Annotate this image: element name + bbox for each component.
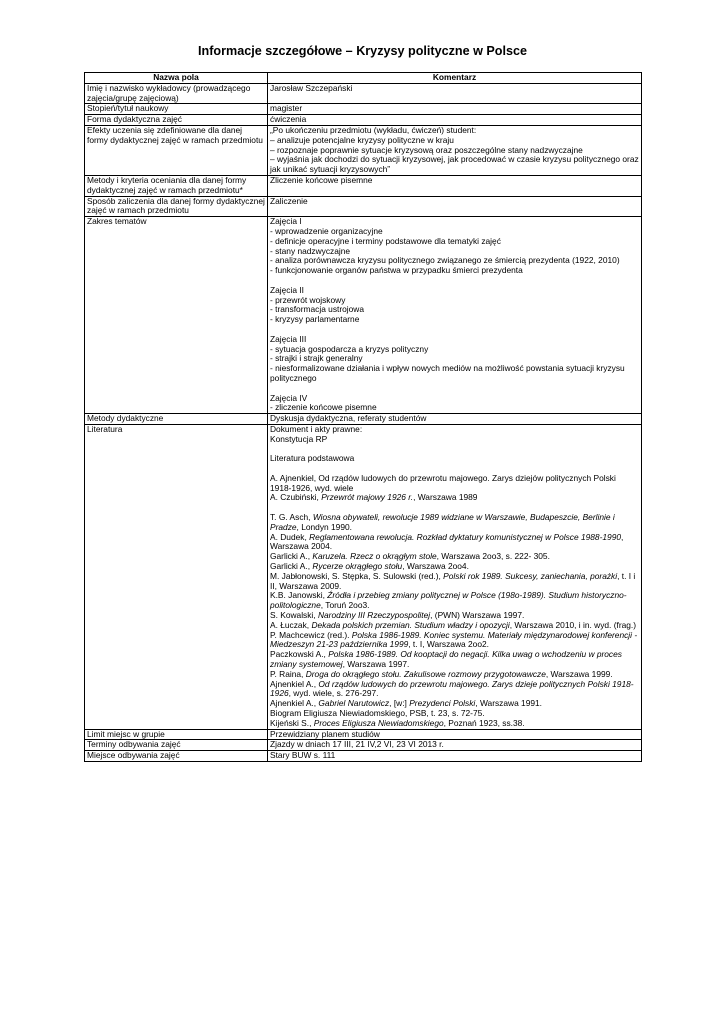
literature-title: Prezydenci Polski	[409, 698, 476, 709]
literature-text: P. Raina,	[270, 668, 306, 679]
topic-block-title: Zajęcia I	[270, 216, 302, 227]
literature-title: Wiosna obywateli, rewolucje 1989 widziane w Warszawie, Budapeszcie, Berlinie i Pradze	[270, 512, 615, 532]
literature-text: A. Czubiński,	[270, 492, 322, 503]
basic-literature-list	[270, 474, 639, 503]
row-topics	[85, 217, 642, 414]
literature-title: Dekada polskich przemian. Studium władzy i opozycji	[311, 619, 510, 630]
literature-text: , t. I i II, Warszawa 2009.	[270, 570, 636, 591]
label-lecturer: Imię i nazwisko wykładowcy (prowadzącego zajęcia/grupę zajęciową)	[85, 83, 268, 104]
topic-item: - kryzysy parlamentarne	[270, 314, 360, 325]
label-form: Forma dydaktyczna zajęć	[85, 115, 268, 126]
value-methods: Dyskusja dydaktyczna, referaty studentów	[268, 414, 642, 425]
info-table	[84, 72, 642, 762]
literature-entry	[270, 650, 639, 670]
literature-title: Źródła i przebieg zmiany politycznej w Polsce (198o-1989). Studium historyczno-politologiczne	[270, 590, 627, 611]
topic-item: - wprowadzenie organizacyjne	[270, 225, 383, 236]
literature-text: Ajnenkiel A.,	[270, 698, 319, 709]
row-limit	[85, 729, 642, 740]
docs-item: Konstytucja RP	[270, 433, 328, 444]
topic-block-title: Zajęcia III	[270, 333, 307, 344]
literature-text: , Warszawa 1997.	[342, 659, 410, 670]
label-place: Miejsce odbywania zajęć	[85, 751, 268, 762]
row-place	[85, 751, 642, 762]
literature-text: Garlicki A.,	[270, 561, 313, 572]
label-outcomes: Efekty uczenia się zdefiniowane dla danej formy dydaktycznej zajęć w ramach przedmiotu	[85, 125, 268, 175]
page-title: Informacje szczegółowe – Kryzysy polityczne w Polsce	[198, 44, 527, 58]
literature-text: Ajnenkiel A.,	[270, 678, 319, 689]
literature-text: M. Jabłonowski, S. Stępka, S. Sulowski (red.),	[270, 570, 444, 581]
value-credit: Zaliczenie	[268, 196, 642, 217]
literature-text: P. Machcewicz (red.).	[270, 629, 352, 640]
row-credit	[85, 196, 642, 217]
literature-text: , t. I, Warszawa 2oo2.	[408, 639, 489, 650]
value-degree: magister	[268, 104, 642, 115]
literature-title: Proces Eligiusza Niewiadomskiego	[313, 717, 444, 728]
row-literature	[85, 424, 642, 729]
literature-text: , wyd. wiele, s. 276-297.	[288, 688, 379, 699]
literature-title: Karuzela. Rzecz o okrągłym stole	[312, 551, 437, 562]
literature-entry	[270, 631, 639, 651]
literature-text: A. Dudek,	[270, 531, 310, 542]
label-methods: Metody dydaktyczne	[85, 414, 268, 425]
literature-text: K.B. Janowski,	[270, 590, 328, 601]
literature-text: T. G. Asch,	[270, 512, 313, 523]
topic-block-title: Zajęcia II	[270, 284, 304, 295]
literature-text: , [w:]	[389, 698, 410, 709]
literature-text: , Poznań 1923, ss.38.	[443, 717, 525, 728]
topic-item: - niesformalizowane działania i wpływ nowych mediów na możliwość powstania sytuacji kryzysu politycznego	[270, 363, 625, 383]
topic-item: - funkcjonowanie organów państwa w przypadku śmierci prezydenta	[270, 265, 523, 276]
value-dates: Zjazdy w dniach 17 III, 21 IV,2 VI, 23 VI 2013 r.	[268, 740, 642, 751]
row-assessment	[85, 175, 642, 196]
literature-title: Droga do okrągłego stołu. Zakulisowe rozmowy przygotowawcze	[305, 668, 546, 679]
label-limit: Limit miejsc w grupie	[85, 729, 268, 740]
label-degree: Stopień/tytuł naukowy	[85, 104, 268, 115]
literature-text: , Warszawa 2oo4.	[402, 561, 469, 572]
topic-item: - strajki i strajk generalny	[270, 353, 363, 364]
label-credit: Sposób zaliczenia dla danej formy dydaktycznej zajęć w ramach przedmiotu	[85, 196, 268, 217]
literature-text: S. Kowalski,	[270, 610, 318, 621]
literature-entry	[270, 591, 639, 611]
literature-text: , Warszawa 1999.	[545, 668, 613, 679]
row-lecturer	[85, 83, 642, 104]
value-literature	[268, 424, 642, 729]
table-header-row	[85, 73, 642, 84]
literature-text: , Warszawa 1991.	[475, 698, 543, 709]
label-dates: Terminy odbywania zajęć	[85, 740, 268, 751]
topic-item: - stany nadzwyczajne	[270, 245, 351, 256]
literature-title: Polski rok 1989. Sukcesy, zaniechania, porażki	[443, 570, 618, 581]
topic-item: - przewrót wojskowy	[270, 294, 346, 305]
row-dates	[85, 740, 642, 751]
row-form	[85, 115, 642, 126]
literature-text: , Toruń 2oo3.	[320, 600, 370, 611]
value-form: ćwiczenia	[268, 115, 642, 126]
docs-heading: Dokument i akty prawne:	[270, 423, 363, 434]
outcome-line: – wyjaśnia jak dochodzi do sytuacji kryzysowej, jak procedować w czasie kryzysu politycznego oraz jak unikać sytuacji kryzysowych”	[270, 154, 639, 175]
literature-title: Gabriel Narutowicz	[318, 698, 390, 709]
literature-title: Od rządów ludowych do przewrotu majowego. Zarys dzieje politycznych Polski 1918-1926	[270, 678, 634, 699]
outcome-line: „Po ukończeniu przedmiotu (wykładu, ćwiczeń) student:	[270, 124, 477, 135]
row-outcomes	[85, 125, 642, 175]
value-limit: Przewidziany planem studiów	[268, 729, 642, 740]
outcome-line: – analizuje potencjalne kryzysy polityczne w kraju	[270, 134, 454, 145]
literature-entry	[270, 513, 639, 533]
label-topics: Zakres tematów	[85, 217, 268, 414]
literature-entry	[270, 680, 639, 700]
topic-item: - transformacja ustrojowa	[270, 304, 365, 315]
row-methods	[85, 414, 642, 425]
literature-entry	[270, 474, 639, 494]
extra-literature-list	[270, 513, 639, 729]
label-assessment: Metody i kryteria oceniania dla danej formy dydaktycznej zajęć w ramach przedmiotu*	[85, 175, 268, 196]
literature-text: , Warszawa 2oo3, s. 222- 305.	[436, 551, 550, 562]
literature-title: Rycerze okrągłego stołu	[312, 561, 403, 572]
value-assessment: Zliczenie końcowe pisemne	[268, 175, 642, 196]
literature-title: Reglamentowana rewolucja. Rozkład dyktatury komunistycznej w Polsce 1988-1990	[309, 531, 622, 542]
literature-text: , Warszawa 2004.	[270, 531, 624, 552]
literature-entry	[270, 493, 639, 503]
label-literature: Literatura	[85, 424, 268, 729]
literature-text: A. Łuczak,	[270, 619, 312, 630]
value-place: Stary BUW s. 111	[268, 751, 642, 762]
topic-item: - analiza porównawcza kryzysu politycznego związanego ze śmiercią prezydenta (1922, 2010)	[270, 255, 620, 266]
value-lecturer: Jarosław Szczepański	[268, 83, 642, 104]
literature-title: Przewrót majowy 1926 r.	[321, 492, 414, 503]
literature-text: A. Ajnenkiel, Od rządów ludowych do przewrotu majowego. Zarys dziejów politycznych Polski 1918-1926, wyd. wiele	[270, 472, 616, 493]
literature-title: Polska 1986-1989. Od kooptacji do negacji. Kilka uwag o wchodzeniu w proces zmiany systemowej	[270, 649, 622, 670]
literature-text: Garlicki A.,	[270, 551, 313, 562]
outcome-line: – rozpoznaje poprawnie sytuacje kryzysową oraz poszczególne stany nadzwyczajne	[270, 144, 583, 155]
literature-text: , (PWN) Warszawa 1997.	[430, 610, 525, 621]
header-field: Nazwa pola	[85, 73, 268, 84]
literature-text: , Warszawa 1989	[413, 492, 478, 503]
topic-item: - sytuacja gospodarcza a kryzys polityczny	[270, 343, 429, 354]
literature-text: Biogram Eligiusza Niewiadomskiego, PSB, t. 23, s. 72-75.	[270, 708, 485, 718]
literature-title: Polska 1986-1989. Koniec systemu. Materiały międzynarodowej konferencji - Miedzeszyn 21-23 października 1999	[270, 629, 638, 650]
literature-text: Paczkowski A.,	[270, 649, 329, 660]
topic-item: - zliczenie końcowe pisemne	[270, 402, 377, 413]
literature-text: Kijeński S.,	[270, 717, 314, 728]
value-outcomes	[268, 125, 642, 175]
row-degree	[85, 104, 642, 115]
topic-block-title: Zajęcia IV	[270, 392, 308, 403]
literature-entry	[270, 719, 639, 729]
header-comment: Komentarz	[268, 73, 642, 84]
literature-text: , Londyn 1990.	[296, 521, 352, 532]
value-topics	[268, 217, 642, 414]
basic-heading: Literatura podstawowa	[270, 453, 355, 464]
literature-title: Narodziny III Rzeczypospolitej	[317, 610, 431, 621]
literature-entry	[270, 533, 639, 553]
literature-text: , Warszawa 2010, i in. wyd. (frag.)	[509, 619, 637, 630]
literature-entry	[270, 572, 639, 592]
topic-item: - definicje operacyjne i terminy podstawowe dla tematyki zajęć	[270, 235, 501, 246]
